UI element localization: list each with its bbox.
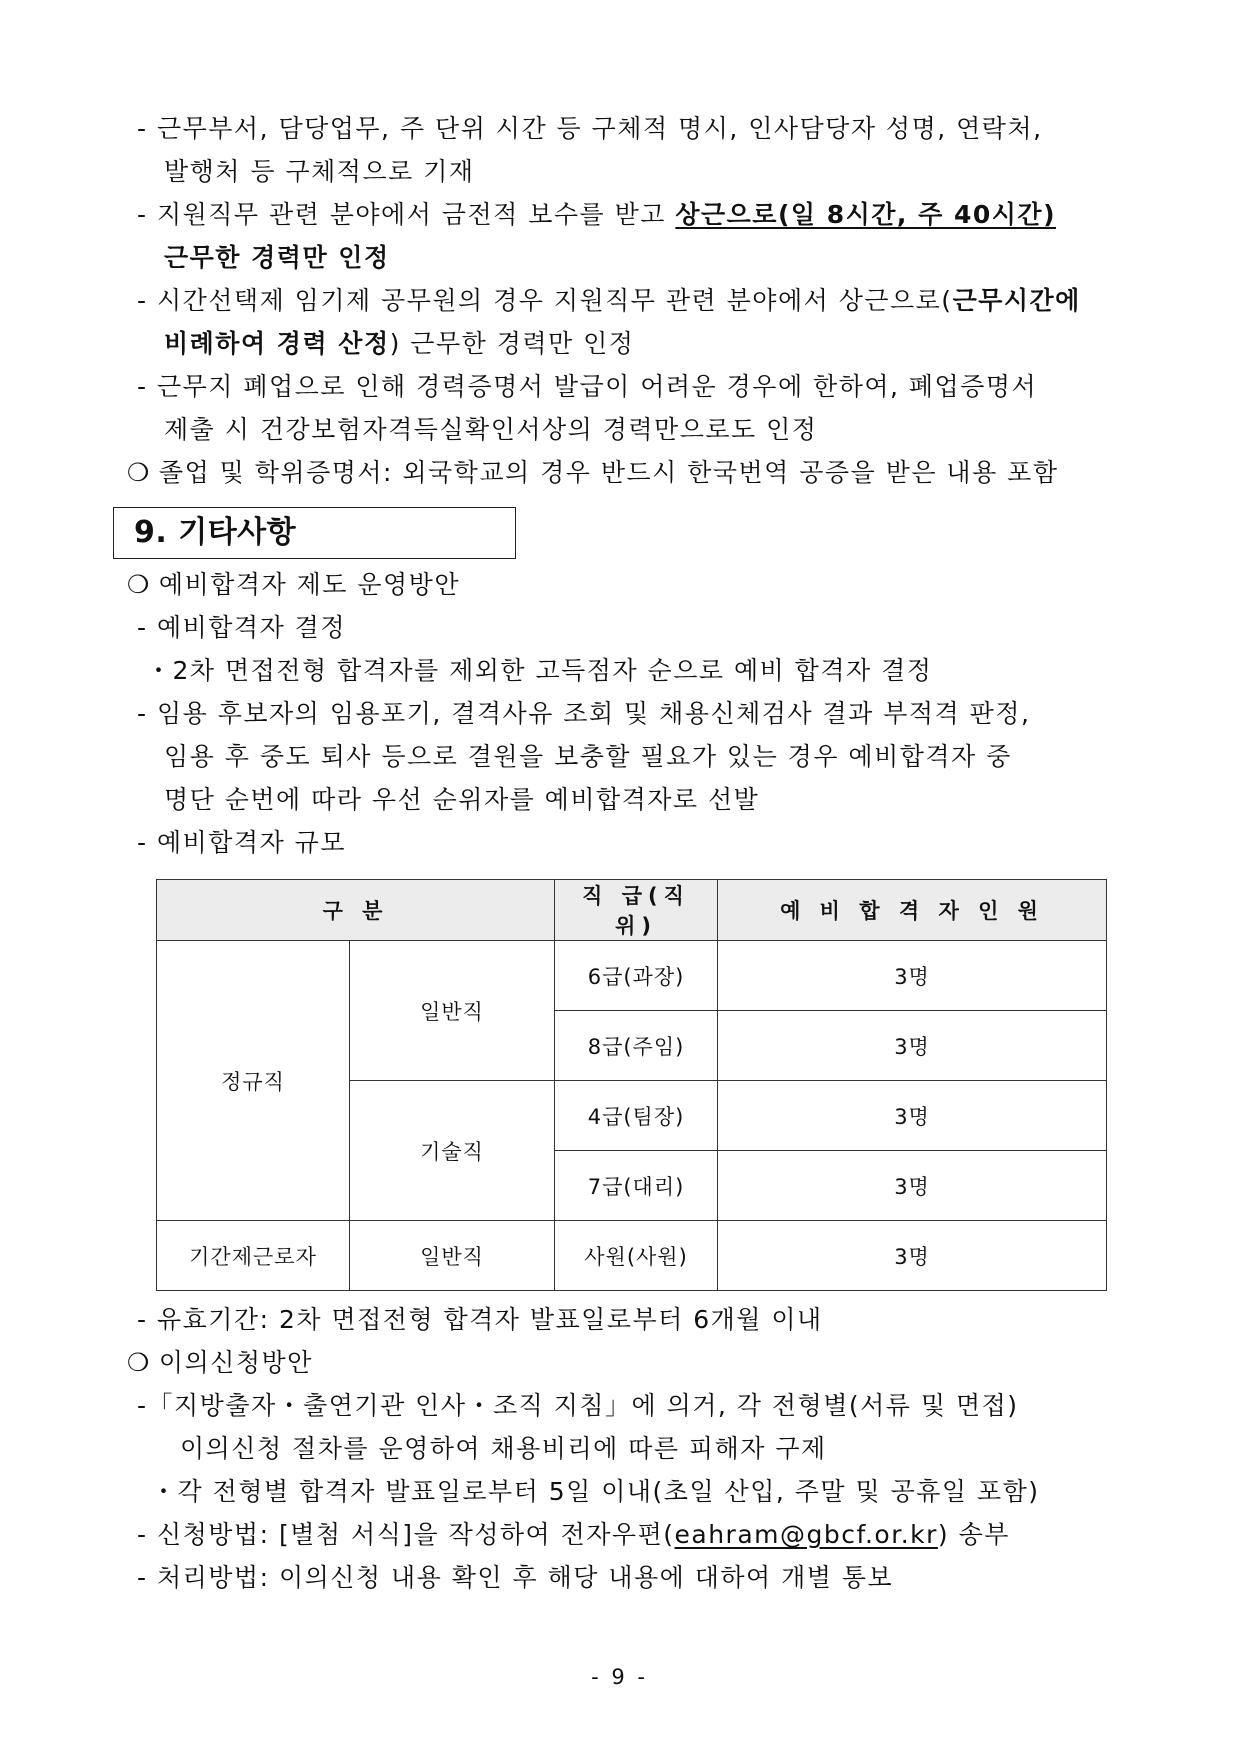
- emphasis-text: 상근으로(일 8시간, 주 40시간): [675, 200, 1057, 229]
- table-header-cell: 직 급(직 위): [555, 880, 718, 941]
- text-line: ・각 전형별 합격자 발표일로부터 5일 이내(초일 산입, 주말 및 공휴일 포함): [151, 1477, 1040, 1506]
- reserve-table: [156, 879, 1107, 1291]
- table-cell: 7급(대리): [555, 1151, 718, 1221]
- text-line: [164, 327, 634, 361]
- text-line: 임용 후 중도 퇴사 등으로 결원을 보충할 필요가 있는 경우 예비합격자 중: [164, 742, 1012, 771]
- text-segment: 졸업 및 학위증명서: 외국학교의 경우 반드시 한국번역 공증을 받은 내용 포함: [158, 458, 1059, 487]
- table-header-cell: 구 분: [157, 880, 555, 941]
- text-line: 제출 시 건강보험자격득실확인서상의 경력만으로도 인정: [164, 415, 818, 444]
- text-segment: 이의신청방안: [158, 1348, 313, 1377]
- text-line: 이의신청 절차를 운영하여 채용비리에 따른 피해자 구제: [180, 1434, 827, 1463]
- text-line: [127, 568, 460, 602]
- text-line: -「지방출자・출연기관 인사・조직 지침」에 의거, 각 전형별(서류 및 면접): [137, 1391, 1019, 1420]
- table-cell: 4급(팀장): [555, 1081, 718, 1151]
- text-line: [127, 1346, 313, 1380]
- table-cell: 기간제근로자: [157, 1221, 350, 1291]
- text-line: 명단 순번에 따라 우선 순위자를 예비합격자로 선발: [164, 785, 760, 814]
- table-cell: 사원(사원): [555, 1221, 718, 1291]
- table-row: [157, 1221, 1107, 1291]
- text-segment: ) 송부: [937, 1520, 1010, 1549]
- text-line: 발행처 등 구체적으로 기재: [164, 157, 475, 186]
- table-cell: 기술직: [350, 1081, 555, 1221]
- section-title: 9. 기타사항: [134, 515, 297, 550]
- emphasis-line: 근무한 경력만 인정: [164, 243, 390, 272]
- text-segment: - 지원직무 관련 분야에서 금전적 보수를 받고: [137, 200, 676, 229]
- text-line: - 처리방법: 이의신청 내용 확인 후 해당 내용에 대하여 개별 통보: [137, 1563, 894, 1592]
- table-cell: 6급(과장): [555, 941, 718, 1011]
- table-cell: 3명: [718, 1011, 1107, 1081]
- text-segment: ) 근무한 경력만 인정: [389, 329, 635, 358]
- table-row: [157, 941, 1107, 1011]
- table-cell: 3명: [718, 1221, 1107, 1291]
- table-cell: 일반직: [350, 941, 555, 1081]
- table-cell: 일반직: [350, 1221, 555, 1291]
- circle-bullet-icon: ❍: [127, 458, 151, 487]
- circle-bullet-icon: ❍: [127, 1348, 151, 1377]
- email-link[interactable]: eahram@gbcf.or.kr: [674, 1520, 938, 1549]
- text-line: - 유효기간: 2차 면접전형 합격자 발표일로부터 6개월 이내: [137, 1305, 823, 1334]
- text-line: [127, 456, 1058, 490]
- text-segment: 예비합격자 제도 운영방안: [158, 570, 460, 599]
- table-cell: 3명: [718, 1081, 1107, 1151]
- emphasis-text: 비례하여 경력 산정: [164, 329, 390, 358]
- table-cell: 정규직: [157, 941, 350, 1221]
- text-line: - 근무지 폐업으로 인해 경력증명서 발급이 어려운 경우에 한하여, 폐업증명서: [137, 372, 1038, 401]
- emphasis-text: 근무시간에: [952, 286, 1081, 315]
- text-line: [137, 1518, 1010, 1552]
- table-cell: 3명: [718, 941, 1107, 1011]
- page-number: - 9 -: [591, 1665, 648, 1689]
- section-heading-box: [113, 507, 516, 559]
- text-segment: - 시간선택제 임기제 공무원의 경우 지원직무 관련 분야에서 상근으로(: [137, 286, 953, 315]
- circle-bullet-icon: ❍: [127, 570, 151, 599]
- text-line: [137, 284, 1081, 318]
- text-segment: - 신청방법: [별첨 서식]을 작성하여 전자우편(: [137, 1520, 675, 1549]
- text-line: - 임용 후보자의 임용포기, 결격사유 조회 및 채용신체검사 결과 부적격 판정,: [137, 699, 1031, 728]
- text-line: - 예비합격자 결정: [137, 613, 346, 642]
- text-line: - 근무부서, 담당업무, 주 단위 시간 등 구체적 명시, 인사담당자 성명, 연락처,: [137, 114, 1043, 143]
- text-line: ・2차 면접전형 합격자를 제외한 고득점자 순으로 예비 합격자 결정: [146, 656, 933, 685]
- text-line: - 예비합격자 규모: [137, 828, 346, 857]
- table-header-cell: 예 비 합 격 자 인 원: [718, 880, 1107, 941]
- text-line: [137, 198, 1056, 232]
- table-cell: 8급(주임): [555, 1011, 718, 1081]
- table-cell: 3명: [718, 1151, 1107, 1221]
- table-header-row: [157, 880, 1107, 941]
